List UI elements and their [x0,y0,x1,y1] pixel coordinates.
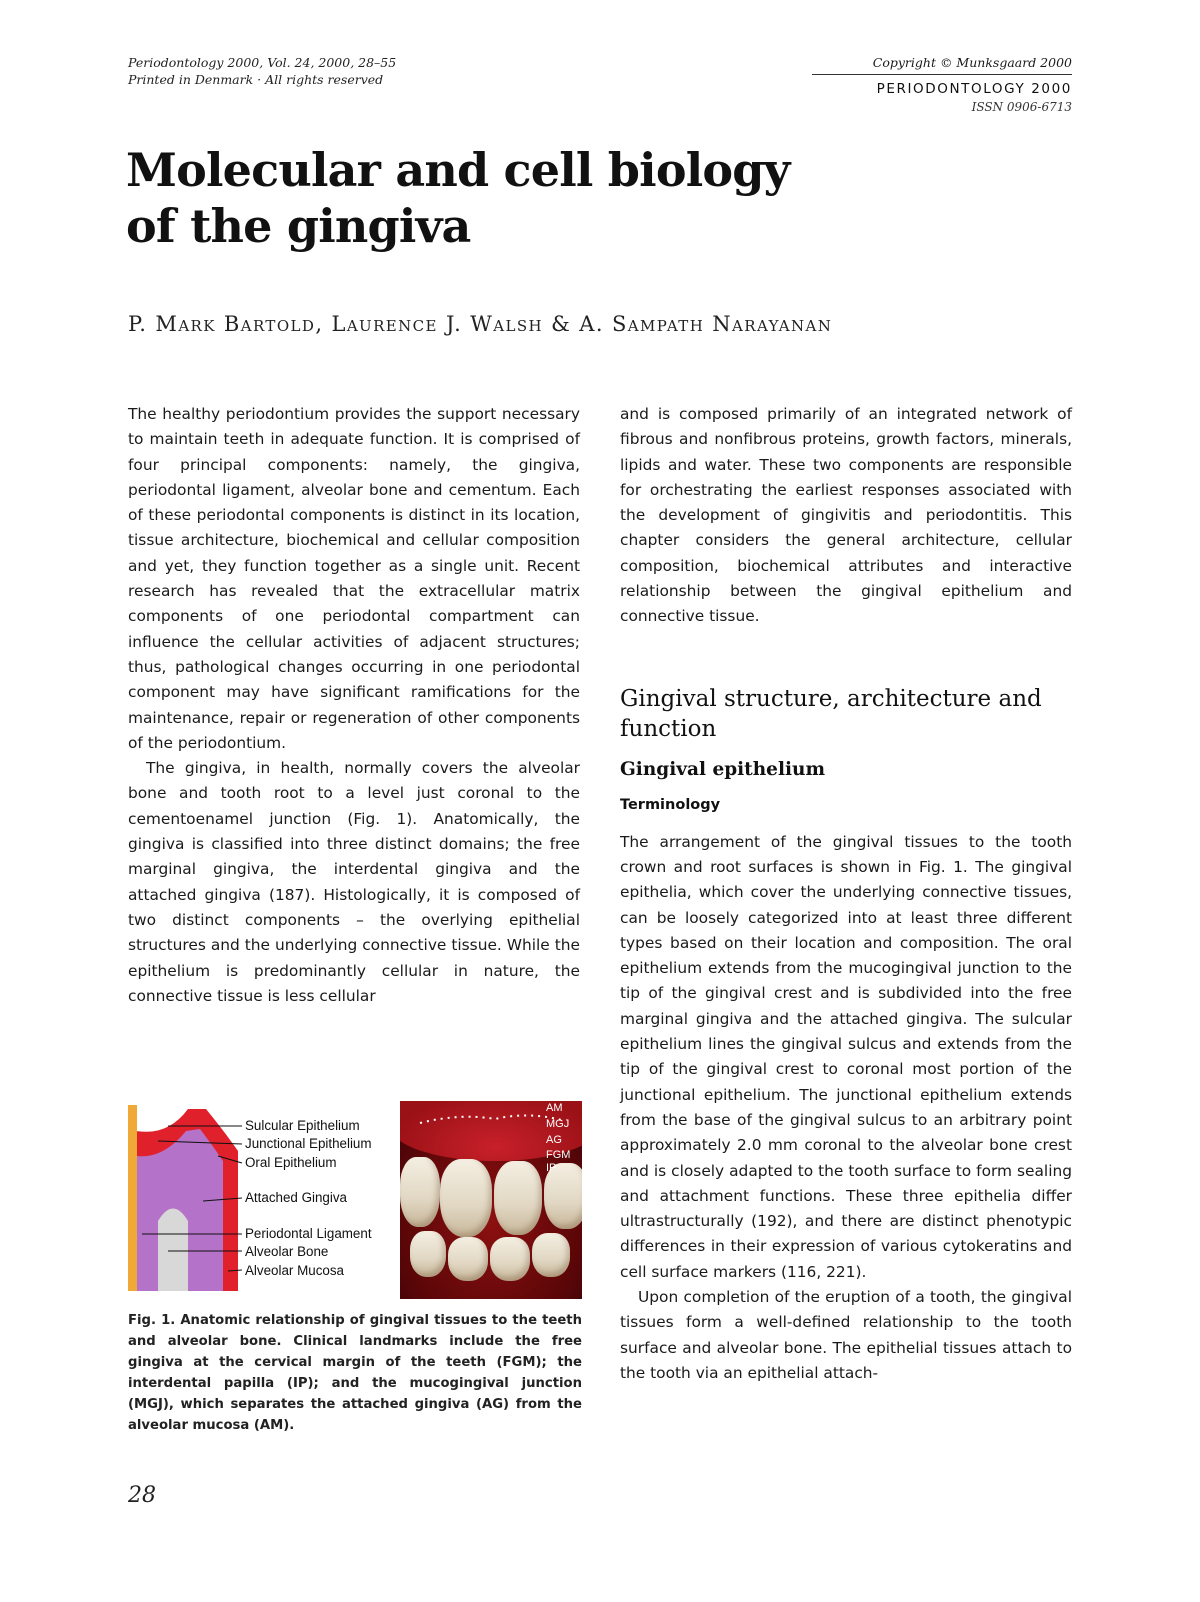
intro-paragraph-3: and is composed primarily of an integrated network of fibrous and nonfibrous proteins, growth factors, minerals, lipids and water. These two components are responsible for orchestrating the earliest responses associated with the development of gingivitis and periodontitis. This chapter considers the general architecture, cellular composition, biochemical attributes and interactive relationship between the gingival epithelium and connective tissue. [620,405,1072,626]
label-alveolar-mucosa: Alveolar Mucosa [245,1263,344,1278]
journal-masthead [812,54,1072,116]
lower-tooth-3 [490,1237,530,1281]
lower-tooth-2 [448,1237,488,1281]
citation-line-1: Periodontology 2000, Vol. 24, 2000, 28–55 [128,55,397,70]
tooth-1 [400,1157,440,1227]
title-line-1: Molecular and cell biology [126,143,790,197]
section-heading: Gingival structure, architecture and function [620,685,1042,742]
intro-paragraph-1: The healthy periodontium provides the support necessary to maintain teeth in adequate function. It is comprised of four principal components: namely, the gingiva, periodontal ligament, alveolar bone and cementum. Each of these periodontal components is distinct in its location, tissue architecture, biochemical and cellular composition and yet, they function together as a single unit. Recent research has revealed that the extracellular matrix components of one periodontal compartment can influence the cellular activities of adjacent structures; thus, pathological changes occurring in one periodontal component may have significant ramifications for the maintenance, repair or regeneration of other components of the periodontium. [128,405,580,752]
label-junctional-epithelium: Junctional Epithelium [245,1136,372,1151]
copyright-notice: Copyright © Munksgaard 2000 [812,54,1072,75]
tooth-2 [440,1159,492,1237]
photo-label-mgj: MGJ [546,1118,570,1130]
title-line-2: of the gingiva [126,199,471,253]
alveolar-bone-shape [158,1209,188,1292]
figure-caption: Fig. 1. Anatomic relationship of gingival tissues to the teeth and alveolar bone. Clinical landmarks include the free gingiva at the cervical margin of the teeth (FGM); the interdental papilla (IP); and the mucogingival junction (MGJ), which separates the attached gingiva (AG) from the alveolar mucosa (AM). [128,1313,582,1433]
intro-paragraph-2: The gingiva, in health, normally covers the alveolar bone and tooth root to a level just coronal to the cementoenamel junction (Fig. 1). Anatomically, the gingiva is classified into three distinct domains; the free marginal gingiva, the interdental gingiva and the attached gingiva (187). Histologically, it is composed of two distinct components – the overlying epithelial structures and the underlying connective tissue. While the epithelium is predominantly cellular in nature, the connective tissue is less cellular [128,759,580,1005]
right-column [620,402,1072,1386]
subsubsection-heading: Terminology [620,796,721,813]
author-list: P. Mark Bartold, Laurence J. Walsh & A. Sampath Narayanan [128,312,833,336]
issn: ISSN 0906-6713 [971,100,1072,114]
label-oral-epithelium: Oral Epithelium [245,1155,337,1170]
photo-label-ag: AG [546,1134,562,1146]
citation-line-2: Printed in Denmark · All rights reserved [128,72,384,87]
tooth-3 [494,1161,542,1235]
label-alveolar-bone: Alveolar Bone [245,1244,329,1259]
lower-tooth-1 [410,1231,446,1277]
terminology-paragraph: The arrangement of the gingival tissues to the tooth crown and root surfaces is shown in Fig. 1. The gingival epithelia, which cover the underlying connective tissues, can be loosely categorized into at least three different types based on their location and composition. The oral epithelium extends from the mucogingival junction to the tip of the gingival crest and is subdivided into the free marginal gingiva and the attached gingiva. The sulcular epithelium lines the gingival sulcus and extends from the tip of the gingival crest to coronal most portion of the junctional epithelium. The junctional epithelium extends from the base of the gingival sulcus to an arbitrary point approximately 2.0 mm coronal to the alveolar bone crest and is closely adapted to the tooth surface to form sealing and attachment functions. These three epithelia differ ultrastructurally (192), and there are distinct phenotypic differences in their expression of various cytokeratins and cell surface markers (116, 221). [620,832,1072,1281]
label-attached-gingiva: Attached Gingiva [245,1190,347,1205]
subsection-heading: Gingival epithelium [620,758,826,780]
article-title [126,142,946,254]
tooth-surface [128,1105,137,1291]
lower-tooth-4 [532,1233,570,1277]
label-sulcular-epithelium: Sulcular Epithelium [245,1118,360,1133]
page-number: 28 [128,1483,156,1508]
gingiva-diagram [128,1101,398,1299]
photo-label-am: AM [546,1102,563,1114]
photo-label-ip: IP [546,1162,557,1174]
figure-1 [128,1101,582,1301]
label-periodontal-ligament: Periodontal Ligament [245,1226,372,1241]
attachment-paragraph: Upon completion of the eruption of a tooth, the gingival tissues form a well-defined relationship to the tooth surface and alveolar bone. The epithelial tissues attach to the tooth via an epithelial attach- [620,1288,1072,1382]
photo-label-fgm: FGM [546,1149,571,1161]
journal-citation [128,54,548,88]
journal-name: PERIODONTOLOGY 2000 [876,81,1072,97]
clinical-photo [400,1101,582,1299]
left-column [128,402,580,1009]
